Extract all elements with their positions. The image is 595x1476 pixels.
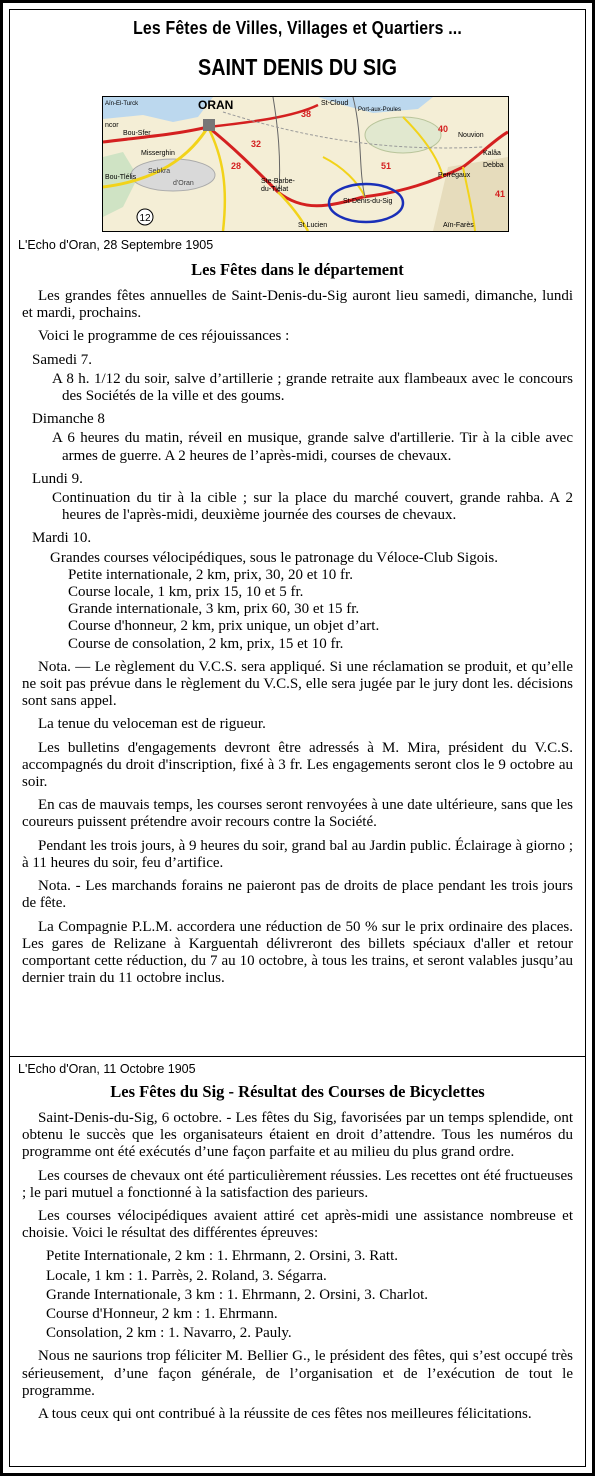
article1-paragraph: La Compagnie P.L.M. accordera une réduction de 50 % sur le prix ordinaire des places. Les gares de Relizane à Karguentah délivreront des billets spéciaux d'aller et retour comportant cette réduction, du 7 au 10 octobre, à tous les trains, et seront valables jusqu’au dernier train du 11 octobre inclus. <box>22 918 573 987</box>
article1-source: L'Echo d'Oran, 28 Septembre 1905 <box>18 238 214 252</box>
result-item: Course d'Honneur, 2 km : 1. Ehrmann. <box>46 1306 278 1323</box>
result-item: Grande Internationale, 3 km : 1. Ehrmann, 2. Orsini, 3. Charlot. <box>46 1286 428 1303</box>
article-divider <box>10 1056 585 1057</box>
svg-text:St-Cloud: St-Cloud <box>321 100 349 107</box>
article1-intro: Les grandes fêtes annuelles de Saint-Denis-du-Sig auront lieu samedi, dimanche, lundi et mardi, prochains. <box>22 288 573 322</box>
article2-paragraph: Les courses vélocipédiques avaient attiré cet après-midi une assistance nombreuse et choisie. Voici le résultat des différentes épreuves: <box>22 1208 573 1242</box>
svg-text:Sebkra: Sebkra <box>148 168 171 175</box>
svg-text:St Lucien: St Lucien <box>298 222 328 229</box>
article1-paragraph: Pendant les trois jours, à 9 heures du soir, grand bal au Jardin public. Éclairage à giorno ; à 11 heures du soir, feu d’artifice. <box>22 837 573 871</box>
article1-title: Les Fêtes dans le département <box>191 260 404 279</box>
svg-text:Debba: Debba <box>483 162 504 169</box>
article2-body <box>22 1110 573 1429</box>
mardi-intro: Grandes courses vélocipédiques, sous le patronage du Véloce-Club Sigois. <box>50 549 498 566</box>
svg-text:Nouvion: Nouvion <box>458 132 484 139</box>
svg-text:38: 38 <box>301 109 312 119</box>
page-inner-border <box>9 9 586 1467</box>
town-title: SAINT DENIS DU SIG <box>198 54 397 80</box>
svg-text:Ste-Barbe-: Ste-Barbe- <box>261 178 295 185</box>
day-text: A 6 heures du matin, réveil en musique, grande salve d'artillerie. Tir à la cible avec armes de guerre. A 2 heures de l’après-midi, courses de chevaux. <box>52 430 573 464</box>
svg-text:Port-aux-Poules: Port-aux-Poules <box>358 107 402 113</box>
svg-text:12: 12 <box>139 213 151 224</box>
svg-text:Perrégaux: Perrégaux <box>438 172 471 179</box>
svg-text:Aïn-El-Turck: Aïn-El-Turck <box>105 101 139 107</box>
article2-paragraph: Saint-Denis-du-Sig, 6 octobre. - Les fêtes du Sig, favorisées par un temps splendide, ont obtenu le succès que les organisateurs étaient en droit d’attendre. Tous les numéros du programme ont été exécutés d’une façon parfaite et au milieu du plus grand ordre. <box>22 1110 573 1161</box>
svg-text:Misserghin: Misserghin <box>141 150 175 157</box>
day-text: Continuation du tir à la cible ; sur la place du marché couvert, grande rahba. A 2 heures de l'après-midi, deuxième journée des courses de chevaux. <box>52 490 573 524</box>
result-item: Petite Internationale, 2 km : 1. Ehrmann, 2. Orsini, 3. Ratt. <box>46 1248 399 1265</box>
article2-paragraph: Nous ne saurions trop féliciter M. Bellier G., le président des fêtes, qui s’est occupé très sérieusement, d’une façon générale, de l’organisation et de l’exécution de tout le programme. <box>22 1348 573 1399</box>
region-map <box>102 96 509 232</box>
article1-paragraph: Nota. - Les marchands forains ne paieront pas de droits de place pendant les trois jours de fête. <box>22 878 573 912</box>
article1-body <box>22 288 573 993</box>
race-item: Course locale, 1 km, prix 15, 10 et 5 fr. <box>68 584 304 601</box>
article1-programme-intro: Voici le programme de ces réjouissances : <box>38 328 290 345</box>
day-heading: Dimanche 8 <box>32 411 105 428</box>
article2-paragraph: A tous ceux qui ont contribué à la réussite de ces fêtes nos meilleures félicitations. <box>38 1406 532 1423</box>
day-heading: Mardi 10. <box>32 530 92 547</box>
article1-paragraph: Nota. — Le règlement du V.C.S. sera appliqué. Si une réclamation se produit, et qu’elle ne soit pas prévue dans le règlement du V.C.S, elle sera jugée par le jury dont les. décisions sont sans appel. <box>22 658 573 710</box>
svg-text:Bou-Sfer: Bou-Sfer <box>123 130 151 137</box>
svg-text:41: 41 <box>495 189 506 199</box>
article2-title: Les Fêtes du Sig - Résultat des Courses de Bicyclettes <box>110 1082 485 1101</box>
article1-paragraph: En cas de mauvais temps, les courses seront renvoyées à une date ultérieure, sans que les coureurs puissent prétendre avoir recours contre la Société. <box>22 797 573 831</box>
svg-text:Bou-Tlélis: Bou-Tlélis <box>105 174 137 181</box>
day-heading: Lundi 9. <box>32 470 83 487</box>
series-title: Les Fêtes de Villes, Villages et Quartiers ... <box>133 18 462 38</box>
svg-text:du-Tlélat: du-Tlélat <box>261 186 289 193</box>
svg-text:ncor: ncor <box>105 122 119 129</box>
article2-source: L'Echo d'Oran, 11 Octobre 1905 <box>18 1062 196 1076</box>
article1-paragraph: La tenue du veloceman est de rigueur. <box>38 716 266 733</box>
race-item: Course de consolation, 2 km, prix, 15 et 10 fr. <box>68 635 344 652</box>
svg-text:ORAN: ORAN <box>198 98 234 112</box>
svg-text:d'Oran: d'Oran <box>173 180 194 187</box>
day-text: A 8 h. 1/12 du soir, salve d’artillerie ; grande retraite aux flambeaux avec le concours des Sociétés de la ville et des goums. <box>52 370 573 405</box>
svg-text:28: 28 <box>231 161 242 171</box>
map-drawing <box>103 97 508 231</box>
svg-text:51: 51 <box>381 161 392 171</box>
svg-text:Kalâa: Kalâa <box>483 150 501 157</box>
svg-text:Aïn-Farès: Aïn-Farès <box>443 222 474 229</box>
result-item: Locale, 1 km : 1. Parrès, 2. Roland, 3. Ségarra. <box>46 1267 327 1284</box>
race-item: Course d'honneur, 2 km, prix unique, un objet d’art. <box>68 618 380 635</box>
race-item: Petite internationale, 2 km, prix, 30, 20 et 10 fr. <box>68 566 353 583</box>
day-heading: Samedi 7. <box>32 351 92 368</box>
result-item: Consolation, 2 km : 1. Navarro, 2. Pauly. <box>46 1325 292 1342</box>
svg-text:St-Denis-du-Sig: St-Denis-du-Sig <box>343 198 393 205</box>
article2-paragraph: Les courses de chevaux ont été particulièrement réussies. Les recettes ont été fructueuses ; le pari mutuel a fonctionné à la satisfaction des parieurs. <box>22 1167 573 1201</box>
svg-text:40: 40 <box>438 124 449 134</box>
article1-paragraph: Les bulletins d'engagements devront être adressés à M. Mira, président du V.C.S. accompagnés du droit d'inscription, fixé à 3 fr. Les engagements seront clos le 9 octobre au soir. <box>22 739 573 791</box>
svg-text:32: 32 <box>251 139 262 149</box>
race-item: Grande internationale, 3 km, prix 60, 30 et 15 fr. <box>68 601 360 618</box>
